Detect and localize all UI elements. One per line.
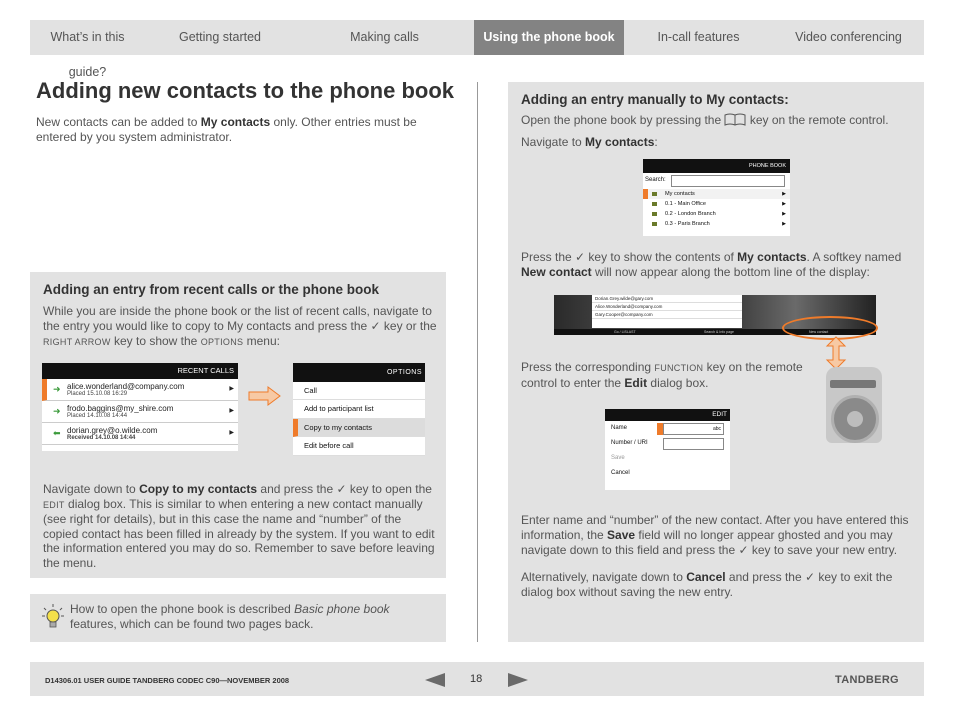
list-item[interactable]: [643, 189, 790, 199]
function-keys: [830, 380, 876, 388]
menu-item-add-to-participant-list[interactable]: Add to participant list: [293, 400, 425, 418]
recent-section-paragraph-1: [43, 304, 438, 350]
phone-book-search[interactable]: [643, 173, 790, 189]
intro-text-end: only. Other entries must be entered by you system administrator.: [36, 115, 417, 144]
search-input[interactable]: [671, 175, 785, 187]
text: Open the phone book by pressing the: [521, 113, 725, 127]
folder-name: 0.1 - Main Office: [665, 201, 706, 207]
chevron-right-icon: ▶: [782, 201, 786, 207]
bold-edit: Edit: [624, 376, 648, 390]
text: How to open the phone book is described: [70, 602, 295, 616]
folder-icon: [652, 222, 657, 226]
next-page-arrow-icon[interactable]: [508, 673, 528, 687]
recent-calls-header: RECENT CALLS: [42, 363, 238, 379]
outgoing-call-icon: ➜: [53, 406, 61, 416]
list-item: Gary.Cooper@company.com: [592, 311, 742, 319]
name-field[interactable]: abc: [663, 423, 724, 435]
manual-entry-section: [508, 82, 924, 642]
recent-calls-section: [30, 272, 446, 578]
text: . A softkey named: [806, 250, 902, 264]
edit-header: EDIT: [605, 409, 730, 421]
text: will now appear along the bottom line of the display:: [591, 265, 870, 279]
number-row[interactable]: [605, 436, 730, 451]
list-item: Alice.Wonderland@company.com: [592, 303, 742, 311]
tandberg-logo: TANDBERG: [835, 674, 899, 686]
text: features, which can be found two pages back.: [70, 617, 314, 631]
text: dialog box. This is similar to when entering a new contact manually (see right for details), but in this case the name and “number” of the copied contact has been filled in already by the system. If you want to edit the information entered you may do so. Remember to save before leaving the menu.: [43, 496, 435, 570]
name-label: Name: [611, 425, 628, 431]
text: Navigate to: [521, 135, 586, 149]
chevron-right-icon: ▶: [229, 386, 234, 392]
tip-text: [70, 602, 435, 632]
tab-using-the-phone-book[interactable]: Using the phone book: [474, 20, 624, 55]
bold-my-contacts: My contacts: [585, 135, 655, 149]
bold-copy-to-my-contacts: Copy to my contacts: [139, 482, 258, 496]
tab-video-conferencing[interactable]: Video conferencing: [795, 30, 902, 44]
list-item: Dorian.Grey.wilde@gary.com: [592, 295, 742, 303]
text: menu:: [243, 334, 280, 348]
text: Press the ✓ key to show the contents of: [521, 250, 738, 264]
menu-item-call[interactable]: Call: [293, 382, 425, 400]
intro-text: New contacts can be added to: [36, 115, 201, 129]
text: Press the corresponding: [521, 360, 655, 374]
cancel-button[interactable]: Cancel: [611, 470, 630, 476]
softkey-new-contact[interactable]: New contact: [809, 330, 829, 334]
recent-section-paragraph-2: [43, 482, 438, 571]
key-name-edit: EDIT: [43, 499, 65, 510]
chevron-right-icon: ▶: [782, 191, 786, 197]
folder-icon: [652, 212, 657, 216]
text: key on the remote control.: [746, 113, 889, 127]
edit-dialog-screenshot: [605, 409, 730, 490]
list-item[interactable]: [42, 423, 238, 445]
contact-list: [592, 295, 742, 328]
text: While you are inside the phone book or the list of recent calls, navigate to the entry you would like to copy to My contacts and press the ✓ key or the: [43, 304, 437, 333]
intro-paragraph: [36, 115, 436, 145]
call-time: Received 14.10.08 14:44: [67, 435, 136, 441]
key-name-right-arrow: RIGHT ARROW: [43, 337, 111, 347]
call-time: Placed 15.10.08 16:29: [67, 391, 128, 397]
contact-name: alice.wonderland@company.com: [67, 382, 185, 391]
text: and press the ✓ key to exit the dialog box without saving the new entry.: [521, 570, 893, 599]
tab-in-call-features[interactable]: In-call features: [657, 30, 740, 44]
chevron-right-icon: ▶: [229, 408, 234, 414]
chevron-right-icon: ▶: [229, 430, 234, 436]
phone-book-header: PHONE BOOK: [643, 159, 790, 173]
options-menu-screenshot: [293, 363, 425, 455]
list-item[interactable]: [643, 199, 790, 209]
name-row[interactable]: [605, 421, 730, 436]
folder-icon: [652, 202, 657, 206]
manual-paragraph-6: [521, 570, 911, 600]
contact-name: dorian.grey@o.wilde.com: [67, 426, 158, 435]
options-header: OPTIONS: [293, 363, 425, 382]
document-id: D14306.01 USER GUIDE TANDBERG CODEC C90—NOVEMBER 2008: [45, 676, 290, 685]
bold-save: Save: [607, 528, 636, 542]
folder-name: 0.3 - Paris Branch: [665, 221, 710, 227]
recent-section-heading: Adding an entry from recent calls or the phone book: [43, 282, 380, 297]
manual-paragraph-2: [521, 135, 911, 150]
manual-paragraph-5: [521, 513, 911, 558]
list-item[interactable]: [643, 209, 790, 219]
list-item[interactable]: [42, 401, 238, 423]
text: Navigate down to: [43, 482, 140, 496]
list-item[interactable]: [42, 379, 238, 401]
folder-name: My contacts: [665, 191, 695, 197]
folder-name: 0.2 - London Branch: [665, 211, 716, 217]
page-number: 18: [470, 673, 483, 685]
text: Alternatively, navigate down to: [521, 570, 687, 584]
top-navigation: [30, 20, 924, 79]
tab-making-calls[interactable]: Making calls: [350, 30, 419, 44]
number-label: Number / URI: [611, 440, 648, 446]
remote-control-image: [826, 367, 882, 443]
phone-book-screenshot: [643, 159, 790, 236]
text: field will no longer appear ghosted and you may navigate down to this field and press the ✓ key to save your new entry.: [521, 528, 898, 557]
search-label: Search:: [645, 177, 666, 183]
manual-paragraph-1: [521, 113, 911, 128]
recent-calls-screenshot: [42, 363, 238, 451]
double-arrow-icon: [825, 336, 847, 370]
incoming-call-icon: ⬅: [53, 428, 61, 438]
bold-new-contact: New contact: [521, 265, 592, 279]
chevron-right-icon: ▶: [782, 211, 786, 217]
text: dialog box.: [647, 376, 709, 390]
menu-item-copy-to-my-contacts[interactable]: Copy to my contacts: [293, 419, 425, 437]
navigation-dial: [831, 395, 879, 443]
text: key on the remote control to enter the: [521, 360, 803, 390]
list-item[interactable]: [643, 219, 790, 229]
text: :: [654, 135, 658, 149]
italic-basic-phone-book: Basic phone book: [294, 602, 390, 616]
text: Enter name and “number” of the new contact. After you have entered this information, the: [521, 513, 909, 542]
softkey-label: Search & Info page: [704, 330, 734, 334]
contact-name: frodo.baggins@my_shire.com: [67, 404, 174, 413]
number-field[interactable]: [663, 438, 724, 450]
bold-cancel: Cancel: [686, 570, 726, 584]
text: key to show the: [110, 334, 201, 348]
tip-box: [30, 594, 446, 642]
page-footer: [30, 662, 924, 696]
menu-item-edit-before-call[interactable]: Edit before call: [293, 437, 425, 455]
key-name-options: OPTIONS: [200, 337, 244, 347]
text: and press the ✓ key to open the: [257, 482, 432, 496]
key-name-function: FUNCTION: [654, 363, 704, 373]
manual-section-heading: Adding an entry manually to My contacts:: [521, 92, 789, 107]
bold-my-contacts: My contacts: [737, 250, 807, 264]
column-divider: [477, 82, 478, 642]
tab-getting-started[interactable]: Getting started: [179, 30, 261, 44]
folder-icon: [652, 192, 657, 196]
page-title: Adding new contacts to the phone book: [36, 78, 454, 103]
save-button[interactable]: Save: [611, 455, 625, 461]
tab-whats-in-this-guide[interactable]: What’s in this guide?: [50, 30, 125, 79]
phone-book-key-icon: [724, 113, 746, 126]
manual-paragraph-3: [521, 250, 911, 280]
outgoing-call-icon: ➜: [53, 384, 61, 394]
flow-arrow-icon: [248, 386, 282, 406]
previous-page-arrow-icon[interactable]: [425, 673, 445, 687]
lightbulb-icon: [42, 604, 64, 630]
manual-paragraph-4: [521, 360, 811, 391]
softkey-label: Go / LISLAST: [614, 330, 636, 334]
call-time: Placed 14.10.08 14:44: [67, 413, 128, 419]
intro-bold-my-contacts: My contacts: [200, 115, 271, 129]
chevron-right-icon: ▶: [782, 221, 786, 227]
